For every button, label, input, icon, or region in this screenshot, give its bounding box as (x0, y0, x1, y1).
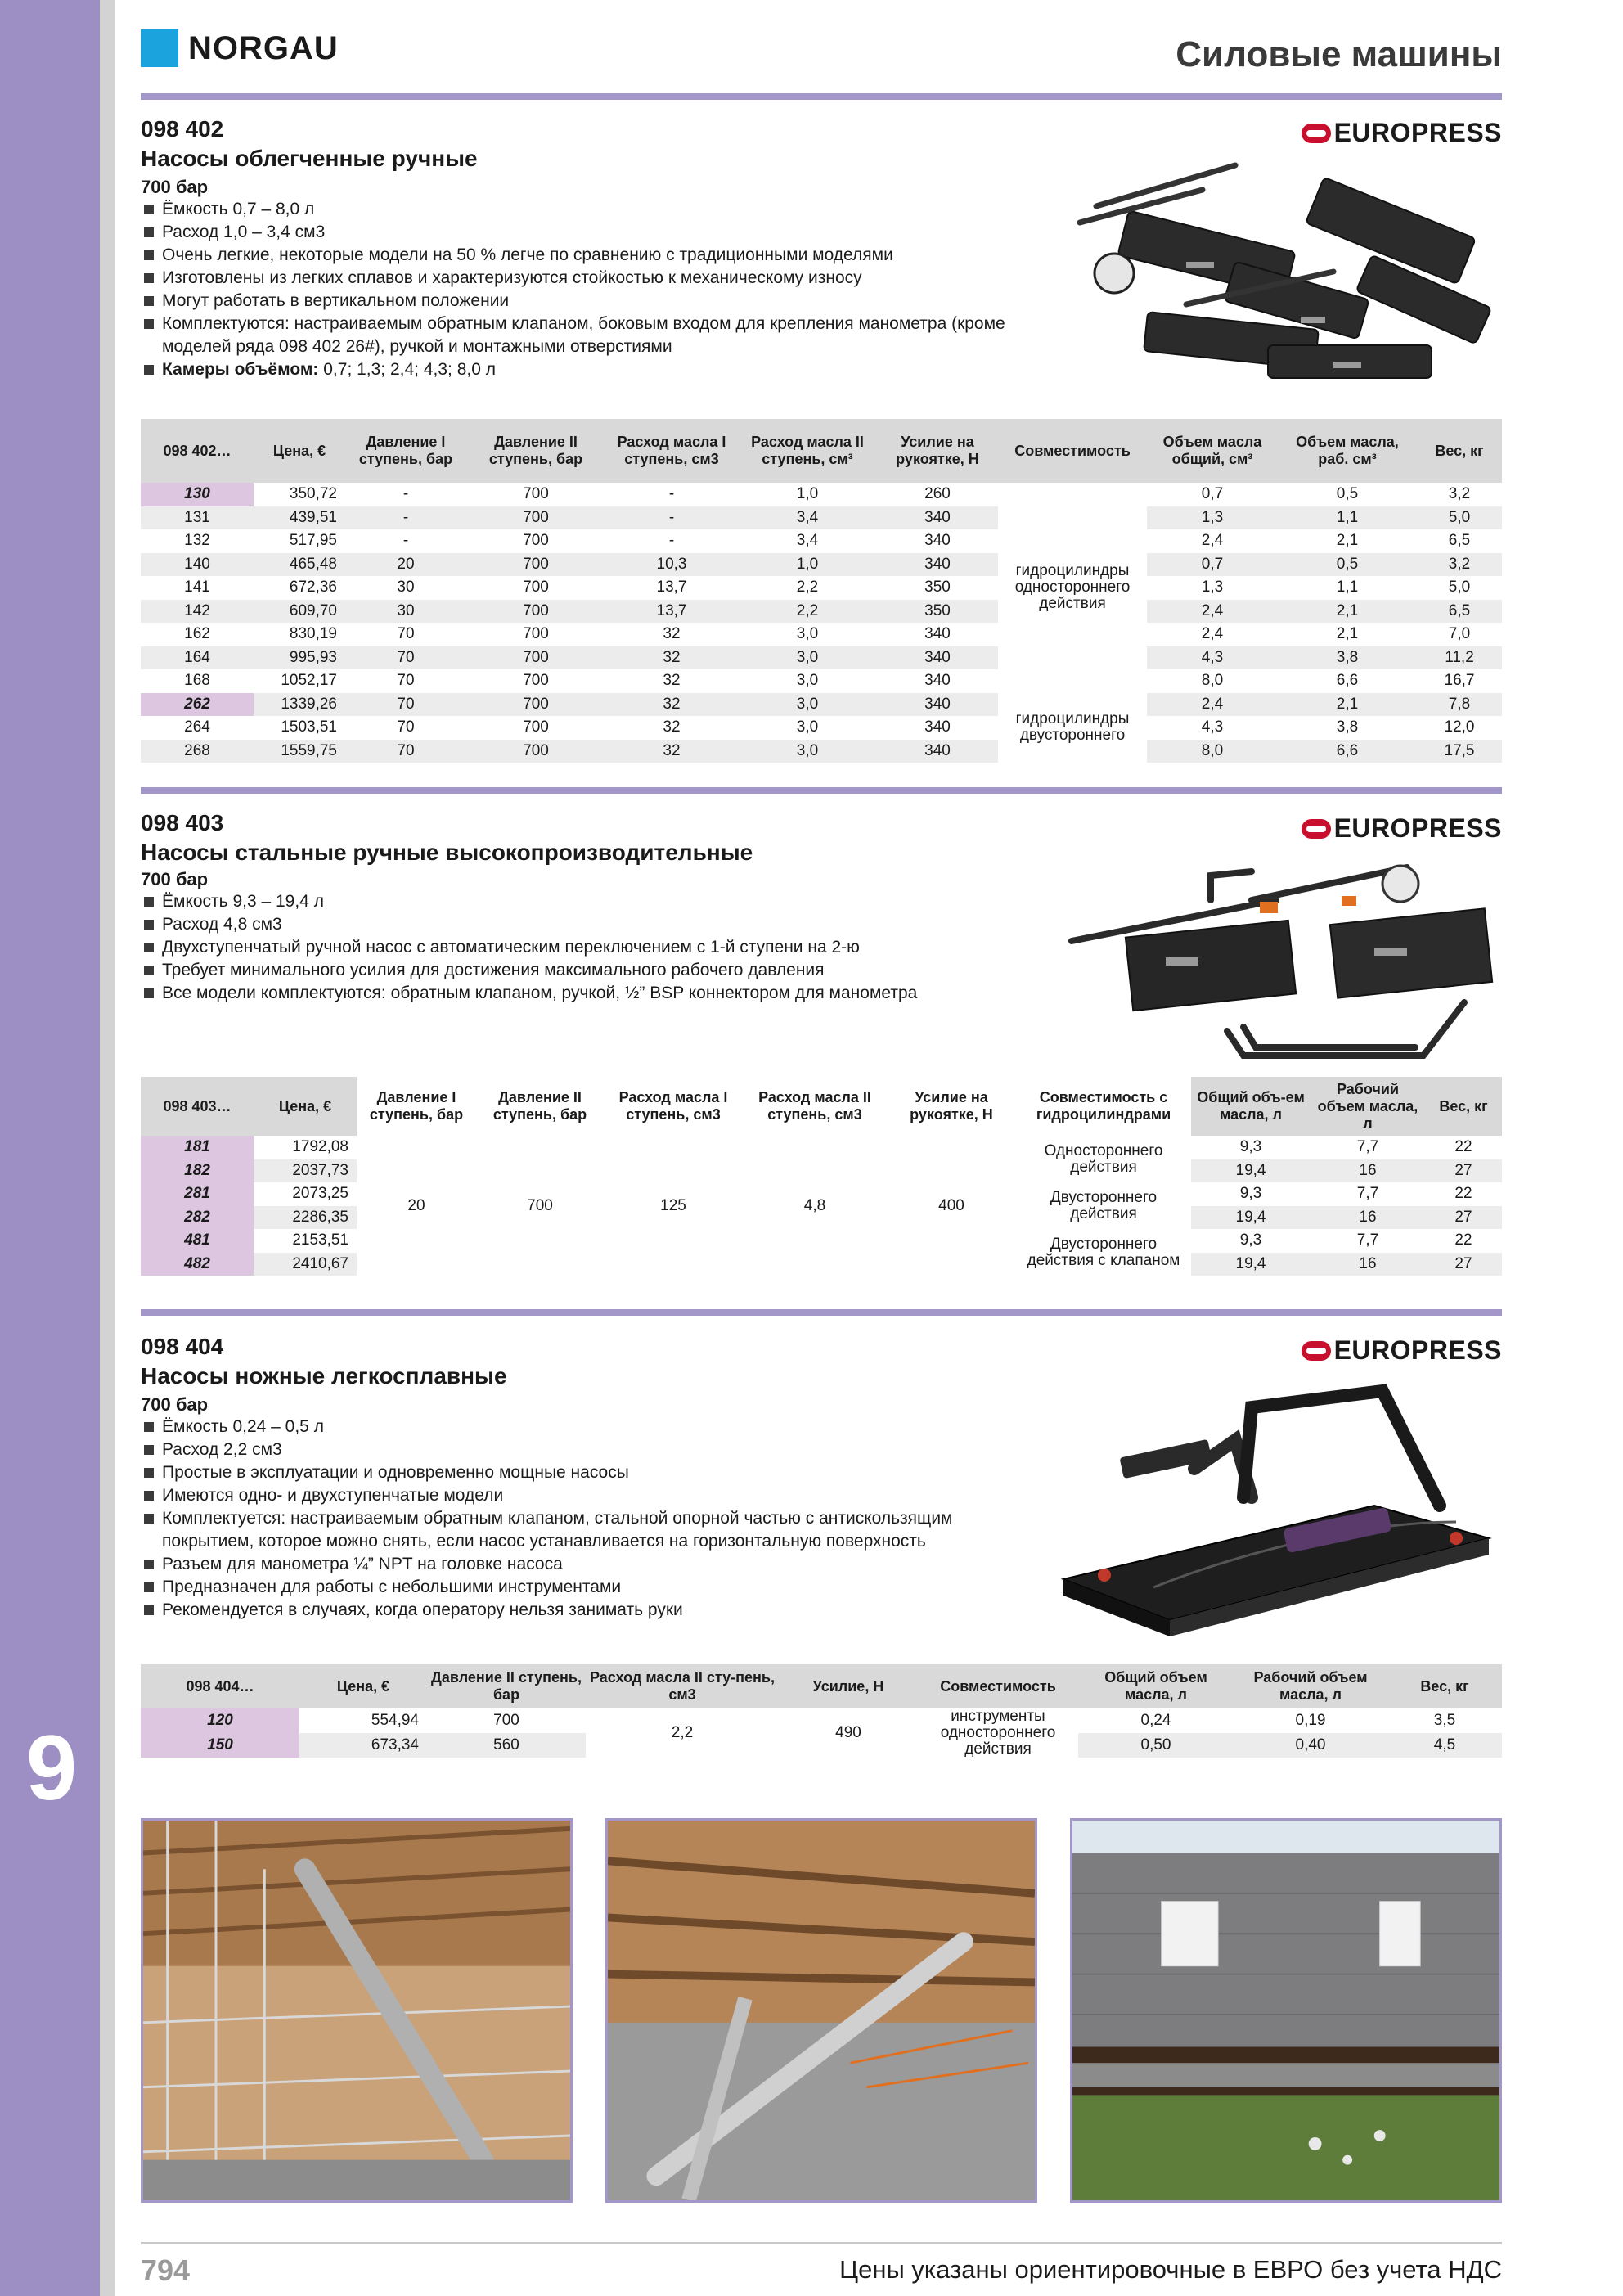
price: 2410,67 (254, 1253, 357, 1276)
cell: 3,0 (738, 693, 877, 717)
section-rule (141, 787, 1502, 794)
model-code: 181 (141, 1136, 254, 1159)
cell: 700 (466, 553, 605, 577)
cell: 70 (397, 625, 415, 643)
table-header-row (141, 1664, 1502, 1708)
europress-logo (1302, 813, 1502, 844)
table-header-row (141, 419, 1502, 483)
table-row (141, 1136, 1502, 1159)
europress-emblem-icon (1302, 1341, 1331, 1361)
price: 2073,25 (292, 1185, 348, 1203)
price: 350,72 (289, 485, 337, 503)
model-code: 150 (141, 1733, 299, 1758)
cell: 0,40 (1234, 1733, 1387, 1758)
cell: 13,7 (605, 600, 738, 624)
table-row (141, 623, 1502, 646)
force-cell: 400 (938, 1196, 964, 1214)
compatibility-cell: Двустороннего действия (1050, 1188, 1158, 1222)
cell: 22 (1454, 1231, 1472, 1249)
model-code: 164 (141, 646, 254, 670)
cell: 2,1 (1278, 693, 1417, 717)
cell: - (345, 506, 466, 530)
compatibility-cell: Одностороннего действия (1044, 1141, 1163, 1176)
section-rule (141, 1309, 1502, 1316)
column-header: Давление II ступень, бар (476, 1077, 604, 1136)
column-header: Общий объ-ем масла, л (1191, 1077, 1311, 1136)
column-header: Давление II ступень, бар (427, 1664, 586, 1708)
section-code: 098 404 (141, 1334, 224, 1359)
page-title: Силовые машины (1176, 34, 1502, 74)
feature-list (144, 890, 1027, 1005)
cell: 70 (345, 693, 466, 717)
cell: 700 (523, 718, 549, 736)
cell: 20 (345, 553, 466, 577)
cell: 5,0 (1448, 579, 1471, 597)
cell: 30 (345, 600, 466, 624)
cell: 16 (1311, 1159, 1425, 1183)
column-header: Совместимость (918, 1664, 1078, 1708)
feature-item (144, 358, 1027, 381)
cell: 70 (345, 646, 466, 670)
cell: 0,19 (1295, 1712, 1326, 1729)
cell: 340 (924, 625, 951, 643)
cell: 22 (1454, 1138, 1472, 1156)
model-code: 168 (184, 672, 210, 690)
cell: 16 (1311, 1253, 1425, 1276)
cell: 2,4 (1201, 625, 1224, 643)
price: 609,70 (254, 600, 345, 624)
cell: 0,5 (1336, 485, 1359, 503)
feature-item: Двухступенчатый ручной насос с автоматическим переключением с 1-й ступени на 2-ю (144, 936, 1027, 959)
price: 554,94 (371, 1712, 419, 1729)
table-row (141, 553, 1502, 577)
cell: 4,5 (1387, 1733, 1502, 1758)
hand-pumps-photo (1063, 157, 1505, 403)
table-row (141, 669, 1502, 693)
column-header: Совместимость с гидроцилиндрами (1016, 1077, 1191, 1136)
cell: 32 (663, 625, 681, 643)
cell: 2,2 (738, 600, 877, 624)
feature-item: Простые в эксплуатации и одновременно мощные насосы (144, 1461, 1027, 1484)
cell: 9,3 (1239, 1185, 1262, 1203)
cell: 700 (523, 532, 549, 550)
cell: 2,1 (1336, 532, 1359, 550)
feature-item: Расход 1,0 – 3,4 см3 (144, 221, 1027, 244)
cell: 2,4 (1147, 600, 1278, 624)
cell: 340 (877, 693, 998, 717)
column-header: 098 403… (141, 1077, 254, 1136)
feature-item: Ёмкость 0,24 – 0,5 л (144, 1416, 1027, 1438)
table-header-row (141, 1077, 1502, 1136)
cell: 7,8 (1417, 693, 1502, 717)
logo-text: NORGAU (188, 29, 339, 66)
cell: 700 (523, 672, 549, 690)
column-header: Вес, кг (1417, 419, 1502, 483)
pressure-2-cell: 700 (527, 1196, 553, 1214)
cell: 8,0 (1201, 672, 1224, 690)
feature-item: Ёмкость 0,7 – 8,0 л (144, 198, 1027, 221)
section-pressure: 700 бар (141, 1394, 209, 1415)
column-header: 098 404… (141, 1664, 299, 1708)
compatibility-cell: гидроцилиндры двустороннего (998, 693, 1147, 763)
model-code: 132 (184, 532, 210, 550)
cell: 1,0 (796, 485, 819, 503)
europress-logo (1302, 1335, 1502, 1366)
column-header: Объем масла, раб. см³ (1278, 419, 1417, 483)
table-row (141, 646, 1502, 670)
price: 439,51 (254, 506, 345, 530)
price: 1052,17 (281, 672, 337, 690)
cell: 350 (924, 579, 951, 597)
steel-pumps-photo (1063, 851, 1505, 1072)
cell: 340 (877, 646, 998, 670)
cell: 1,3 (1201, 579, 1224, 597)
feature-item: Все модели комплектуются: обратным клапаном, ручкой, ½” BSP коннектором для манометра (144, 982, 1027, 1005)
model-code: 268 (141, 740, 254, 763)
cell: 6,5 (1417, 600, 1502, 624)
cell: 9,3 (1239, 1231, 1262, 1249)
footer-note: Цены указаны ориентировочные в ЕВРО без учета НДС (839, 2255, 1502, 2284)
cell: 340 (924, 718, 951, 736)
model-code: 120 (141, 1708, 299, 1733)
table-row (141, 740, 1502, 763)
table-row (141, 576, 1502, 600)
price: 2153,51 (292, 1231, 348, 1249)
cell: 2,2 (796, 579, 819, 597)
column-header: Объем масла общий, см³ (1147, 419, 1278, 483)
cell: 3,0 (738, 740, 877, 763)
cell: 3,2 (1448, 485, 1471, 503)
cell: 27 (1425, 1206, 1502, 1230)
column-header: Общий объем масла, л (1078, 1664, 1234, 1708)
spec-table-098404 (141, 1664, 1502, 1758)
feature-item-bold: Камеры объёмом: (162, 360, 319, 379)
feature-item-rest: 0,7; 1,3; 2,4; 4,3; 8,0 л (318, 360, 496, 379)
section-title: Насосы стальные ручные высокопроизводительные (141, 840, 753, 865)
pressure-1-cell: 20 (407, 1196, 425, 1214)
cell: 700 (523, 485, 549, 503)
feature-item: Разъем для манометра ¼” NPT на головке насоса (144, 1553, 1027, 1576)
section-title: Насосы облегченные ручные (141, 146, 478, 171)
section-pressure: 700 бар (141, 869, 209, 889)
price: 830,19 (289, 625, 337, 643)
cell: 7,0 (1448, 625, 1471, 643)
cell: 19,4 (1191, 1159, 1311, 1183)
cell: 9,3 (1239, 1138, 1262, 1156)
column-header: 098 402… (141, 419, 254, 483)
cell: 340 (877, 740, 998, 763)
feature-item: Расход 2,2 см3 (144, 1438, 1027, 1461)
cell: 3,4 (738, 506, 877, 530)
model-code: 481 (141, 1229, 254, 1253)
cell: 700 (466, 506, 605, 530)
cell: 700 (466, 600, 605, 624)
cell: 6,5 (1448, 532, 1471, 550)
page-number: 794 (141, 2253, 191, 2287)
price: 2037,73 (254, 1159, 357, 1183)
column-header: Давление I ступень, бар (357, 1077, 476, 1136)
feature-list (144, 198, 1027, 381)
feature-item: Изготовлены из легких сплавов и характеризуются стойкостью к механическому износу (144, 267, 1027, 290)
feature-item: Комплектуются: настраиваемым обратным клапаном, боковым входом для крепления манометра (кроме моделей ряда 098 402 26#), ручкой и монтажными отверстиями (144, 313, 1027, 358)
cell: 13,7 (656, 579, 687, 597)
cell: 0,7 (1201, 485, 1224, 503)
model-code: 182 (141, 1159, 254, 1183)
cell: 7,7 (1356, 1138, 1379, 1156)
price: 465,48 (254, 553, 345, 577)
table-row (141, 600, 1502, 624)
column-header: Рабочий объем масла, л (1311, 1077, 1425, 1136)
cell: 1,1 (1336, 579, 1359, 597)
cell: 11,2 (1417, 646, 1502, 670)
price: 673,34 (299, 1733, 427, 1758)
cell: 70 (397, 718, 415, 736)
cell: 340 (877, 506, 998, 530)
cell: 5,0 (1417, 506, 1502, 530)
table-row (141, 506, 1502, 530)
cell: 2,4 (1147, 693, 1278, 717)
feature-item: Могут работать в вертикальном положении (144, 290, 1027, 313)
cell: 340 (924, 532, 951, 550)
price: 672,36 (289, 579, 337, 597)
model-code: 141 (184, 579, 210, 597)
cell: 16 (1311, 1206, 1425, 1230)
cell: 3,8 (1336, 718, 1359, 736)
gallery-photo-house (1070, 1818, 1502, 2203)
model-code: 162 (184, 625, 210, 643)
cell: - (402, 485, 409, 503)
cell: 19,4 (1191, 1253, 1311, 1276)
table-row (141, 483, 1502, 506)
cell: 30 (397, 579, 415, 597)
cell: 70 (397, 672, 415, 690)
cell: 32 (605, 740, 738, 763)
cell: 3,4 (796, 532, 819, 550)
side-bar (0, 0, 100, 2296)
table-row (141, 1708, 1502, 1733)
cell: 32 (663, 672, 681, 690)
brand-name: EUROPRESS (1333, 1335, 1502, 1365)
cell: 16,7 (1444, 672, 1475, 690)
column-header: Усилие, Н (779, 1664, 918, 1708)
price: 2286,35 (254, 1206, 357, 1230)
feature-item: Очень легкие, некоторые модели на 50 % легче по сравнению с традиционными моделями (144, 244, 1027, 267)
cell: 1,0 (738, 553, 877, 577)
cell: 700 (523, 625, 549, 643)
europress-emblem-icon (1302, 819, 1331, 839)
model-code: 264 (184, 718, 210, 736)
cell: 32 (605, 693, 738, 717)
cell: 22 (1454, 1185, 1472, 1203)
brand-name: EUROPRESS (1333, 118, 1502, 147)
cell: 3,2 (1417, 553, 1502, 577)
cell: 2,4 (1201, 532, 1224, 550)
europress-emblem-icon (1302, 124, 1331, 143)
compatibility-cell: Двустороннего действия с клапаном (1027, 1235, 1180, 1269)
compatibility-cell: гидроцилиндры одностороннего действия (998, 483, 1147, 693)
cell: 32 (663, 718, 681, 736)
column-header: Давление I ступень, бар (345, 419, 466, 483)
column-header: Расход масла II сту-пень, см3 (586, 1664, 779, 1708)
feature-item: Расход 4,8 см3 (144, 913, 1027, 936)
logo-square-icon (141, 29, 178, 67)
cell: - (668, 532, 675, 550)
table-row (141, 529, 1502, 553)
cell: 0,7 (1147, 553, 1278, 577)
compatibility-cell: инструменты одностороннего действия (940, 1708, 1056, 1758)
price: 1339,26 (254, 693, 345, 717)
model-code: 142 (141, 600, 254, 624)
column-header: Расход масла I ступень, см3 (604, 1077, 743, 1136)
cell: 32 (605, 646, 738, 670)
feature-item: Комплектуется: настраиваемым обратным клапаном, стальной опорной частью с антискользящим покрытием, которое можно снять, если насос устанавливается на горизонтальную поверхность (144, 1507, 1027, 1553)
table-row (141, 693, 1502, 717)
cell: 350 (877, 600, 998, 624)
cell: 10,3 (605, 553, 738, 577)
feature-item: Имеются одно- и двухступенчатые модели (144, 1484, 1027, 1507)
flow-2-cell: 4,8 (803, 1196, 826, 1214)
gallery-photo-struts (605, 1818, 1037, 2203)
table-row (141, 716, 1502, 740)
cell: - (605, 506, 738, 530)
cell: 3,0 (796, 718, 819, 736)
cell: 1,3 (1147, 506, 1278, 530)
cell: 7,7 (1356, 1231, 1379, 1249)
footer-rule (141, 2242, 1502, 2244)
force-cell: 490 (835, 1724, 861, 1741)
column-header: Расход масла I ступень, см3 (605, 419, 738, 483)
feature-item: Требует минимального усилия для достижения максимального рабочего давления (144, 959, 1027, 982)
model-code: 282 (141, 1206, 254, 1230)
cell: 12,0 (1444, 718, 1475, 736)
cell: 4,3 (1201, 718, 1224, 736)
chapter-number: 9 (25, 1717, 78, 1819)
cell: 3,0 (796, 672, 819, 690)
price: 1792,08 (292, 1138, 348, 1156)
price: 517,95 (289, 532, 337, 550)
cell: 700 (466, 693, 605, 717)
side-bar-inner (100, 0, 115, 2296)
column-header: Вес, кг (1425, 1077, 1502, 1136)
cell: 260 (924, 485, 951, 503)
cell: 560 (427, 1733, 586, 1758)
cell: 3,8 (1278, 646, 1417, 670)
model-code: 131 (141, 506, 254, 530)
price: 1503,51 (281, 718, 337, 736)
section-pressure: 700 бар (141, 177, 209, 197)
brand-name: EUROPRESS (1333, 813, 1502, 843)
cell: 700 (523, 579, 549, 597)
column-header: Усилие на рукоятке, Н (877, 419, 998, 483)
cell: 1,1 (1278, 506, 1417, 530)
cell: 4,3 (1147, 646, 1278, 670)
column-header: Вес, кг (1387, 1664, 1502, 1708)
cell: 700 (466, 740, 605, 763)
cell: - (668, 485, 675, 503)
cell: 70 (345, 740, 466, 763)
section-code: 098 402 (141, 116, 224, 142)
spec-table-098403 (141, 1077, 1502, 1276)
feature-list (144, 1416, 1027, 1622)
column-header: Давление II ступень, бар (466, 419, 605, 483)
cell: 3,0 (796, 625, 819, 643)
feature-item: Ёмкость 9,3 – 19,4 л (144, 890, 1027, 913)
model-code: 140 (141, 553, 254, 577)
cell: 7,7 (1356, 1185, 1379, 1203)
column-header: Цена, € (254, 1077, 357, 1136)
cell: 2,1 (1336, 625, 1359, 643)
cell: 27 (1425, 1253, 1502, 1276)
cell: 700 (466, 646, 605, 670)
column-header: Рабочий объем масла, л (1234, 1664, 1387, 1708)
flow-1-cell: 125 (660, 1196, 686, 1214)
flow-cell: 2,2 (671, 1724, 694, 1741)
model-code: 262 (141, 693, 254, 717)
column-header: Расход масла II ступень, см3 (743, 1077, 887, 1136)
foot-pump-photo (1031, 1375, 1505, 1645)
cell: 3,5 (1433, 1712, 1456, 1729)
spec-table-098402 (141, 419, 1502, 763)
price: 995,93 (254, 646, 345, 670)
column-header: Цена, € (254, 419, 345, 483)
cell: 27 (1425, 1159, 1502, 1183)
column-header: Совместимость (998, 419, 1147, 483)
cell: 6,6 (1278, 740, 1417, 763)
cell: 0,50 (1078, 1733, 1234, 1758)
cell: 19,4 (1191, 1206, 1311, 1230)
cell: 0,5 (1278, 553, 1417, 577)
cell: 2,1 (1278, 600, 1417, 624)
cell: 3,0 (738, 646, 877, 670)
section-title: Насосы ножные легкосплавные (141, 1363, 507, 1389)
column-header: Цена, € (299, 1664, 427, 1708)
model-code: 482 (141, 1253, 254, 1276)
cell: 340 (924, 672, 951, 690)
cell: 6,6 (1336, 672, 1359, 690)
column-header: Расход масла II ступень, см³ (738, 419, 877, 483)
gallery-photo-scaffold (141, 1818, 573, 2203)
section-code: 098 403 (141, 810, 224, 835)
model-code: 130 (141, 483, 254, 506)
cell: 700 (493, 1712, 519, 1729)
model-code: 281 (141, 1182, 254, 1206)
cell: 0,24 (1140, 1712, 1171, 1729)
section-rule (141, 93, 1502, 100)
cell: 8,0 (1147, 740, 1278, 763)
feature-item: Предназначен для работы с небольшими инструментами (144, 1576, 1027, 1599)
price: 1559,75 (254, 740, 345, 763)
cell: - (402, 532, 409, 550)
cell: 17,5 (1417, 740, 1502, 763)
europress-logo (1302, 118, 1502, 148)
cell: 340 (877, 553, 998, 577)
feature-item: Рекомендуется в случаях, когда оператору нельзя занимать руки (144, 1599, 1027, 1622)
column-header: Усилие на рукоятке, Н (887, 1077, 1016, 1136)
norgau-logo (141, 29, 339, 67)
